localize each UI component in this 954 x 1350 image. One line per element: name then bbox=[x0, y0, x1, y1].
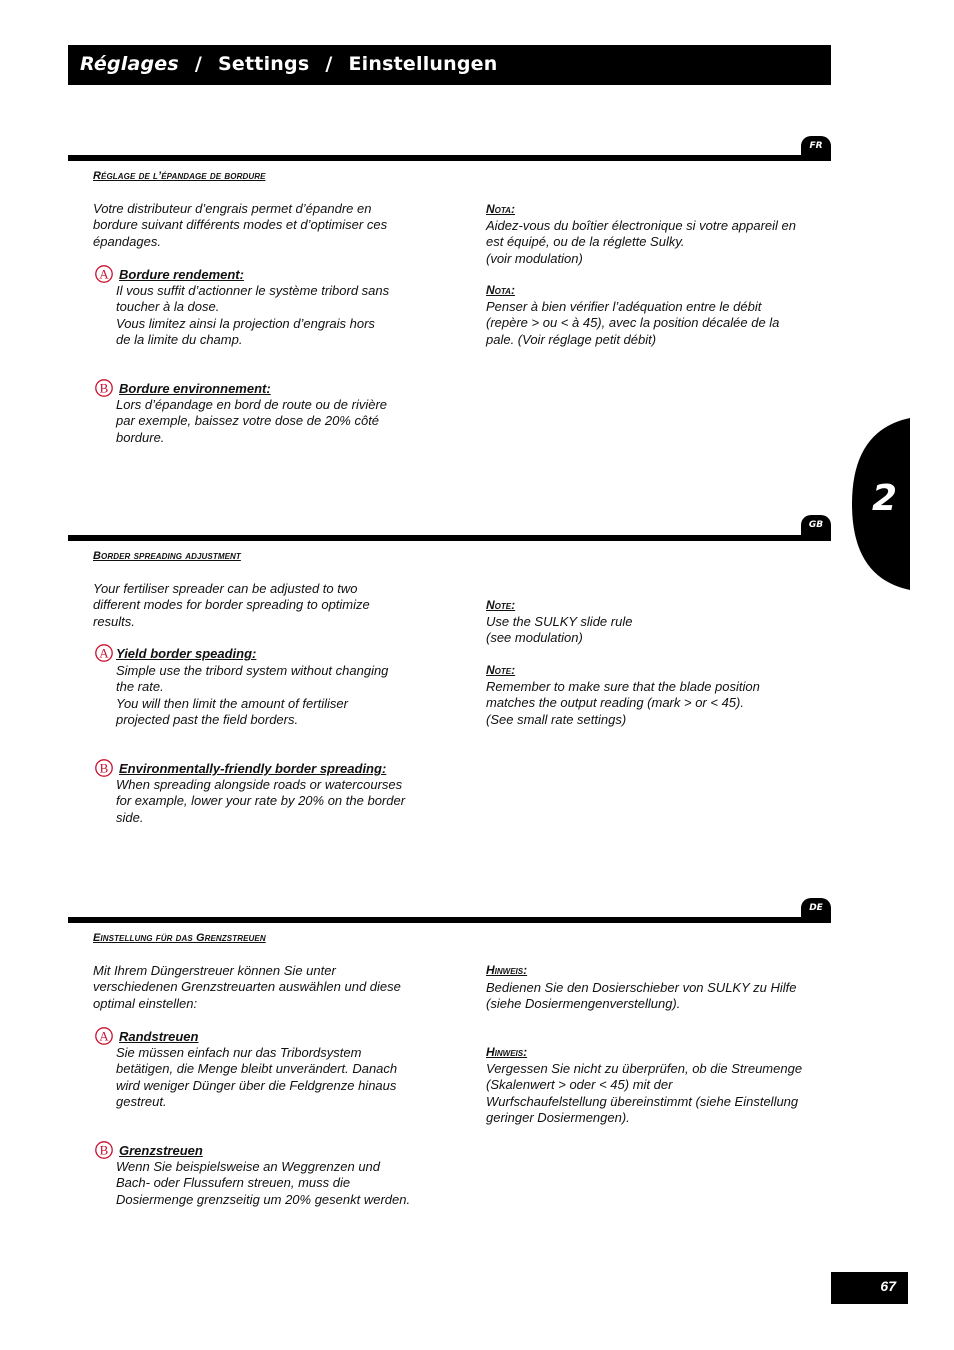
note2-label-fr: Nota: bbox=[486, 283, 515, 297]
item-a-label-fr: Bordure rendement: bbox=[119, 267, 244, 282]
lang-tab-fr: FR bbox=[801, 136, 831, 157]
title-separator: / bbox=[194, 53, 203, 75]
title-separator: / bbox=[325, 53, 333, 75]
item-a-text-de: Sie müssen einfach nur das Tribordsystem betätigen, die Menge bleibt unverändert. Danach wird weniger Dünger über die Feldgrenze hinaus gestreut. bbox=[116, 1045, 398, 1110]
note1-text-de: Bedienen Sie den Dosierschieber von SULKY zu Hilfe (siehe Dosiermengenverstellung). bbox=[486, 980, 797, 1012]
marker-b-icon bbox=[95, 759, 113, 777]
marker-letter: B bbox=[99, 1142, 109, 1158]
item-b-text-de: Wenn Sie beispielsweise an Weggrenzen und Bach- oder Flussufern streuen, muss die Dosiermenge grenzseitig um 20% gesenkt werden. bbox=[116, 1159, 411, 1207]
item-a-text-gb: Simple use the tribord system without changing the rate. You will then limit the amount of fertiliser projected past the field borders. bbox=[116, 663, 389, 728]
marker-a-icon bbox=[95, 1027, 113, 1045]
note2-label-gb: Note: bbox=[486, 663, 516, 677]
section-rule-de bbox=[68, 917, 831, 923]
page-title bbox=[80, 53, 497, 75]
section-rule-fr bbox=[68, 155, 831, 161]
intro-fr: Votre distributeur d’engrais permet d’épandre en bordure suivant différents modes et d’optimiser ces épandages. bbox=[93, 201, 388, 249]
item-a-text-fr: Il vous suffit d’actionner le système tribord sans toucher à la dose. Vous limitez ainsi la projection d’engrais hors de la limite du champ. bbox=[116, 283, 390, 348]
item-b-text-fr: Lors d’épandage en bord de route ou de rivière par exemple, baissez votre dose de 20% côté bordure. bbox=[116, 397, 388, 445]
item-a-label-gb: Yield border speading: bbox=[116, 646, 257, 661]
note1-label-gb: Note: bbox=[486, 598, 516, 612]
page-number: 67 bbox=[880, 1278, 896, 1294]
item-b-label-de: Grenzstreuen bbox=[119, 1143, 203, 1158]
note1-label-fr: Nota: bbox=[486, 202, 515, 216]
title-de: Einstellungen bbox=[348, 53, 498, 75]
chapter-number: 2 bbox=[872, 478, 898, 519]
marker-letter: B bbox=[99, 760, 109, 776]
section-heading-gb: Border spreading adjustment bbox=[93, 550, 241, 562]
marker-a-icon bbox=[95, 265, 113, 283]
page-header bbox=[68, 45, 831, 85]
intro-de: Mit Ihrem Düngerstreuer können Sie unter verschiedenen Grenzstreuarten auswählen und diese optimal einstellen: bbox=[93, 963, 401, 1011]
intro-gb: Your fertiliser spreader can be adjusted to two different modes for border spreading to optimize results. bbox=[93, 581, 370, 629]
note2-text-de: Vergessen Sie nicht zu überprüfen, ob die Streumenge (Skalenwert > oder < 45) mit der Wurfschaufelstellung übereinstimmt (siehe Einstellung geringer Dosiermengen). bbox=[486, 1061, 803, 1126]
note2-text-fr: Penser à bien vérifier l’adéquation entre le débit (repère > ou < à 45), avec la position décalée de la pale. (Voir réglage petit débit) bbox=[486, 299, 780, 347]
marker-a-icon bbox=[95, 644, 113, 662]
title-gb: Settings bbox=[218, 53, 310, 75]
note1-label-de: Hinweis: bbox=[486, 963, 528, 977]
marker-letter: A bbox=[99, 1028, 109, 1044]
note1-text-gb: Use the SULKY slide rule (see modulation) bbox=[486, 614, 633, 646]
item-b-text-gb: When spreading alongside roads or watercourses for example, lower your rate by 20% on the border side. bbox=[116, 777, 406, 825]
marker-letter: A bbox=[99, 645, 109, 661]
marker-letter: A bbox=[99, 266, 109, 282]
item-b-label-gb: Environmentally-friendly border spreading: bbox=[119, 761, 387, 776]
item-b-label-fr: Bordure environnement: bbox=[119, 381, 271, 396]
note1-text-fr: Aidez-vous du boîtier électronique si votre appareil en est équipé, ou de la réglette Sulky. (voir modulation) bbox=[486, 218, 797, 266]
section-heading-fr: Réglage de l’épandage de bordure bbox=[93, 170, 266, 182]
note2-text-gb: Remember to make sure that the blade position matches the output reading (mark > or < 45). (See small rate settings) bbox=[486, 679, 760, 727]
item-a-label-de: Randstreuen bbox=[119, 1029, 199, 1044]
note2-label-de: Hinweis: bbox=[486, 1045, 528, 1059]
page-number-box bbox=[831, 1272, 908, 1304]
marker-b-icon bbox=[95, 379, 113, 397]
title-fr: Réglages bbox=[80, 53, 179, 75]
section-rule-gb bbox=[68, 535, 831, 541]
lang-tab-de: DE bbox=[801, 898, 831, 919]
marker-b-icon bbox=[95, 1141, 113, 1159]
section-heading-de: Einstellung für das Grenzstreuen bbox=[93, 932, 266, 944]
lang-tab-gb: GB bbox=[801, 515, 831, 536]
marker-letter: B bbox=[99, 380, 109, 396]
